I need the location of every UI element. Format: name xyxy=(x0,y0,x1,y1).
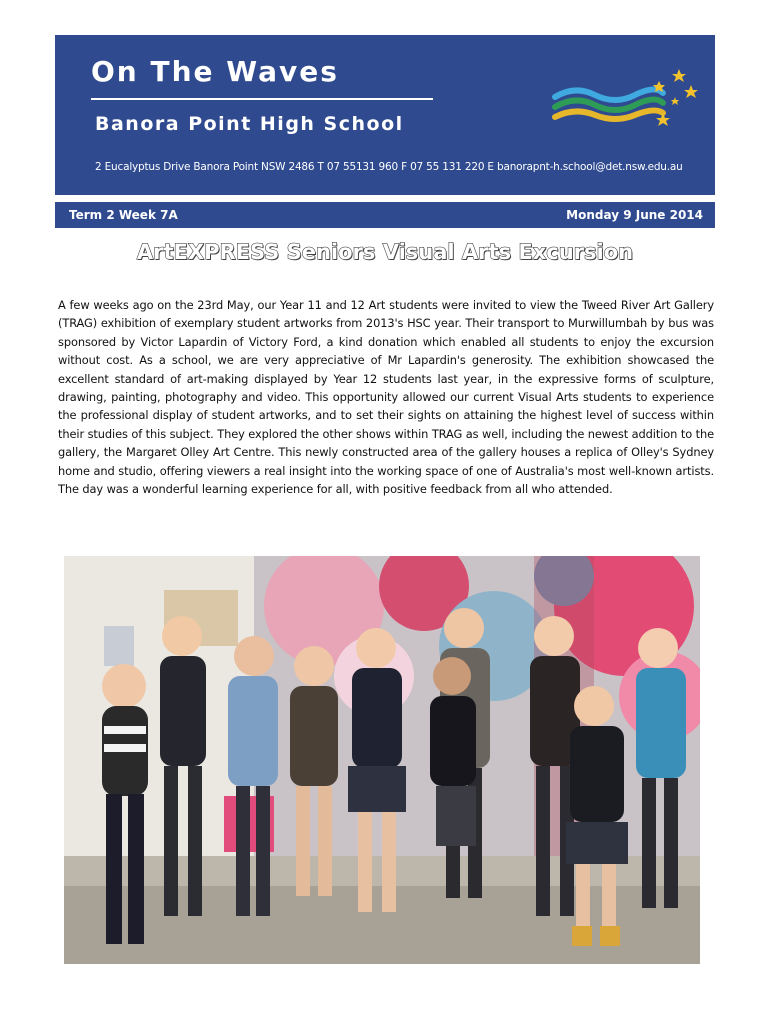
issue-date: Monday 9 June 2014 xyxy=(566,208,703,222)
article-body: A few weeks ago on the 23rd May, our Year 11 and 12 Art students were invited to view the Tweed River Art Gallery (TRAG) exhibition of exemplary student artworks from 2013's HSC year. Their transport to Murwillumbah by bus was sponsored by Victor Lapardin of Victory Ford, a kind donation which enabled all students to enjoy the excursion without cost. As a school, we are very appreciative of Mr Lapardin's generosity. The exhibition showcased the excellent standard of art-making displayed by Year 12 students last year, in the expressive forms of sculpture, drawing, painting, photography and video. This opportunity allowed our current Visual Arts students to experience the professional display of student artworks, and to set their sights on attaining the highest level of success within their studies of this subject. They explored the other shows within TRAG as well, including the newest addition to the gallery, the Margaret Olley Art Centre. This newly constructed area of the gallery houses a replica of Olley's Sydney home and studio, offering viewers a real insight into the working space of one of Australia's most well-known artists. The day was a wonderful learning experience for all, with positive feedback from all who attended. xyxy=(58,298,714,497)
title-rule xyxy=(91,98,433,100)
newsletter-title: On The Waves xyxy=(91,55,339,88)
waves-and-stars-logo-icon xyxy=(551,65,701,165)
term-week: Term 2 Week 7A xyxy=(69,208,178,222)
group-photo xyxy=(64,556,700,964)
term-bar xyxy=(55,202,715,228)
article-headline: ArtEXPRESS Seniors Visual Arts Excursion xyxy=(136,240,634,264)
school-name: Banora Point High School xyxy=(95,113,404,135)
contact-address: 2 Eucalyptus Drive Banora Point NSW 2486 T 07 55131 960 F 07 55 131 220 E banorapnt-h.school@det.nsw.edu.au xyxy=(95,161,683,173)
students-at-gallery-illustration xyxy=(64,556,700,964)
masthead xyxy=(55,35,715,195)
